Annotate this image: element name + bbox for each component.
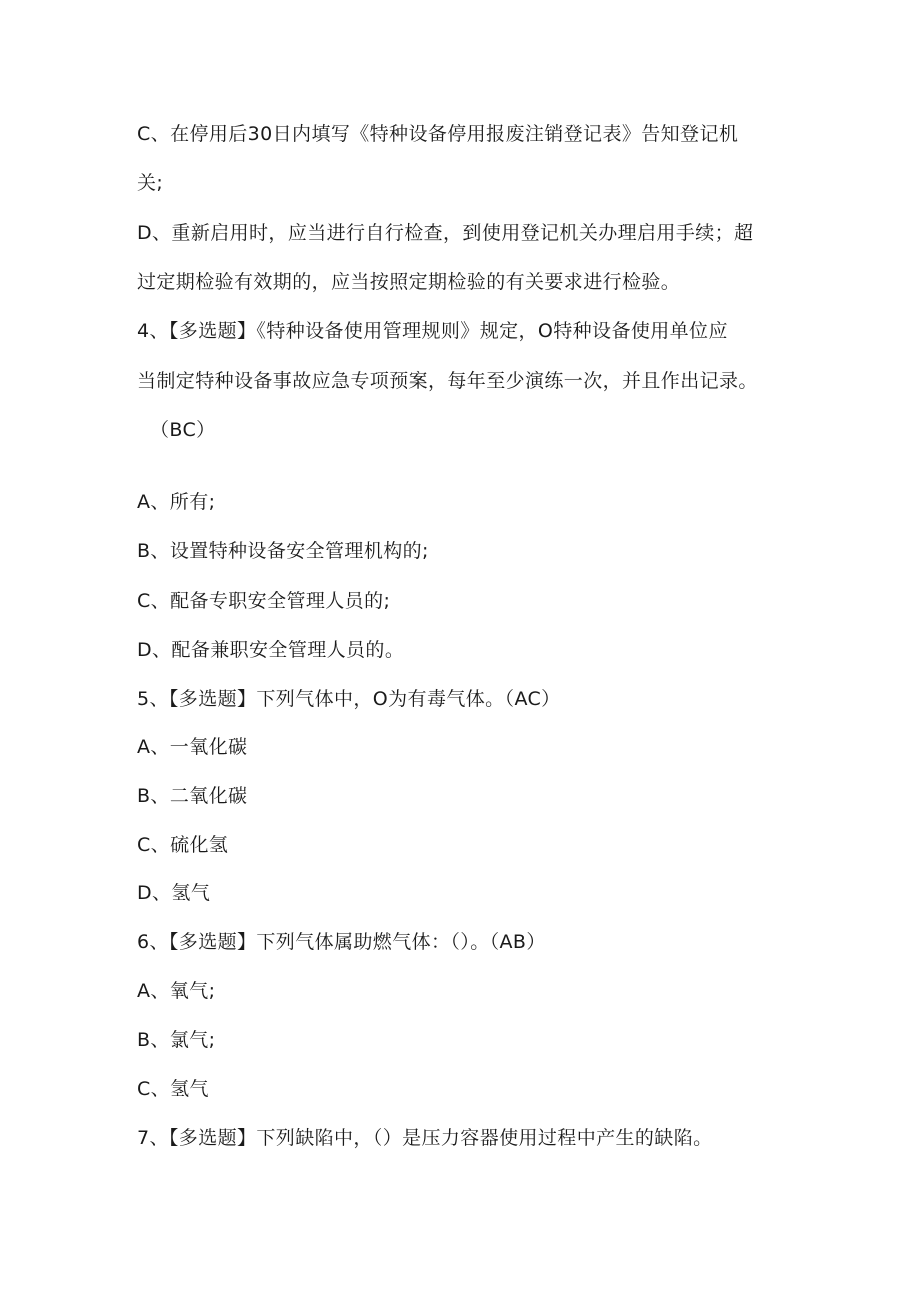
question-7: 7、【多选题】下列缺陷中，（）是压力容器使用过程中产生的缺陷。	[137, 1127, 713, 1149]
q5-option-d: D、氢气	[137, 882, 211, 904]
question-4-line-1: 4、【多选题】《特种设备使用管理规则》规定，O特种设备使用单位应	[137, 320, 728, 342]
option-d-line-1: D、重新启用时，应当进行自行检查，到使用登记机关办理启用手续；超	[137, 222, 754, 244]
q4-option-d: D、配备兼职安全管理人员的。	[137, 639, 405, 661]
q6-option-a: A、氧气;	[137, 980, 216, 1002]
option-d-line-2: 过定期检验有效期的，应当按照定期检验的有关要求进行检验。	[137, 271, 681, 293]
question-5: 5、【多选题】下列气体中，O为有毒气体。（AC）	[137, 688, 561, 710]
option-c-line-2: 关;	[137, 172, 164, 194]
q4-option-c: C、配备专职安全管理人员的;	[137, 590, 391, 612]
q5-option-b: B、二氧化碳	[137, 785, 248, 807]
option-c-line-1: C、在停用后30日内填写《特种设备停用报废注销登记表》告知登记机	[137, 123, 739, 145]
q5-option-c: C、硫化氢	[137, 834, 229, 856]
question-6: 6、【多选题】下列气体属助燃气体：（）。（AB）	[137, 931, 546, 953]
q4-option-a: A、所有;	[137, 491, 216, 513]
q6-option-c: C、氢气	[137, 1078, 209, 1100]
question-4-line-2: 当制定特种设备事故应急专项预案，每年至少演练一次，并且作出记录。	[137, 370, 758, 392]
q5-option-a: A、一氧化碳	[137, 736, 248, 758]
q4-option-b: B、设置特种设备安全管理机构的;	[137, 540, 429, 562]
question-4-answer: （BC）	[150, 419, 216, 441]
q6-option-b: B、氯气;	[137, 1029, 216, 1051]
